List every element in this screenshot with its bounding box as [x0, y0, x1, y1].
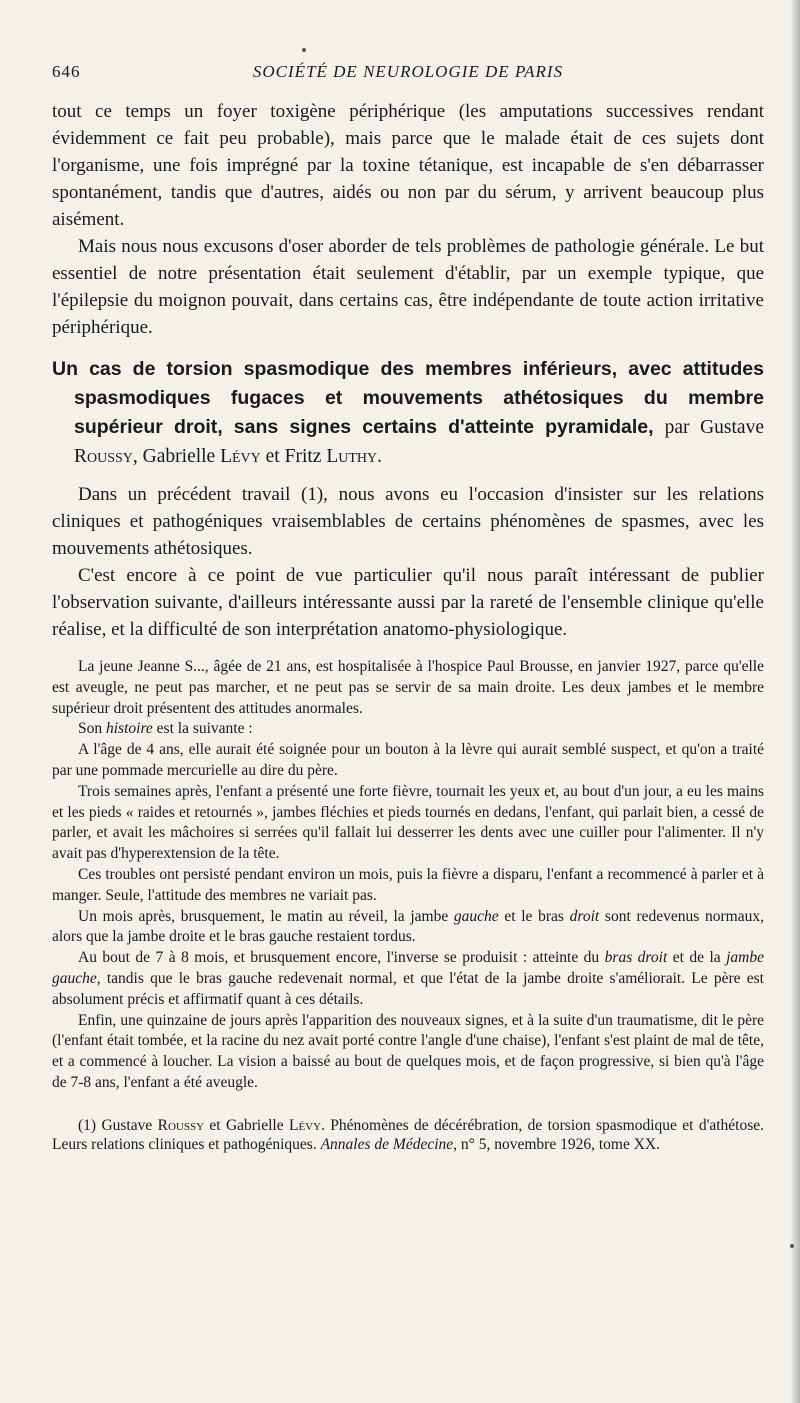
- case-report: [52, 657, 764, 1094]
- page-body: [52, 98, 764, 1154]
- case-paragraph: Son histoire est la suivante :: [78, 720, 253, 738]
- author-surname: Luthy: [326, 446, 378, 467]
- case-paragraph: A l'âge de 4 ans, elle aurait été soignée pour un bouton à la lèvre qui aurait semblé suspect, et qu'on a traité par une pommade mercurielle au dire du père.: [52, 741, 764, 779]
- paragraph: Mais nous nous excusons d'oser aborder de tels problèmes de pathologie générale. Le but essentiel de notre présentation était seulement d'établir, par un exemple typique, que l'épilepsie du moignon pouvait, dans certains cas, être indépendante de toute action irritative périphérique.: [52, 236, 764, 338]
- case-paragraph: Ces troubles ont persisté pendant environ un mois, puis la fièvre a disparu, l'enfant a recommencé à parler et à manger. Seule, l'attitude des membres ne variait pas.: [52, 865, 764, 904]
- author-name: Gabrielle: [142, 446, 216, 467]
- author-surname: Lévy: [220, 446, 261, 467]
- case-paragraph: Enfin, une quinzaine de jours après l'apparition des nouveaux signes, et à la suite d'un traumatisme, dit le père (l'enfant était tombée, et la racine du nez avait porté contre l'angle d'une chaise), l'enfant s'est plaint de mal de tête, et a commencé à loucher. La vision a baissé au bout de quelques mois, et de façon progressive, si bien qu'à l'âge de 7-8 ans, l'enfant a été aveugle.: [52, 1011, 764, 1091]
- paragraph: Dans un précédent travail (1), nous avons eu l'occasion d'insister sur les relations cliniques et pathogéniques vraisemblables de certains phénomènes de spasmes, avec les mouvements athétosiques.: [52, 484, 764, 559]
- article-authors: par Gustave Roussy, Gabrielle Lévy et Fritz Luthy.: [74, 417, 764, 467]
- ink-speck: [790, 1244, 794, 1248]
- author-name: Fritz: [284, 446, 322, 467]
- article-title: [52, 355, 764, 471]
- paragraph: C'est encore à ce point de vue particulier qu'il nous paraît intéressant de publier l'observation suivante, d'ailleurs intéressante aussi par la rareté de l'ensemble clinique qu'elle réalise, et la difficulté de son interprétation anatomo-physiologique.: [52, 565, 764, 640]
- page-number: 646: [52, 62, 81, 81]
- case-paragraph: La jeune Jeanne S..., âgée de 21 ans, est hospitalisée à l'hospice Paul Brousse, en janvier 1927, parce qu'elle est aveugle, ne peut pas marcher, et ne peut pas se servir de sa main droite. Les deux jambes et le membre supérieur droit présentent des attitudes anormales.: [52, 658, 764, 717]
- author-name: Gustave: [700, 417, 764, 438]
- paragraph: tout ce temps un foyer toxigène périphérique (les amputations successives rendant évidemment ce fait peu probable), mais parce que le malade était de ces sujets dont l'organisme, une fois imprégné par la toxine tétanique, est incapable de s'en débarrasser spontanément, tandis que d'autres, aidés ou non par du sérum, y arrivent beaucoup plus aisément.: [52, 101, 764, 230]
- running-header: [52, 62, 764, 86]
- case-paragraph: Au bout de 7 à 8 mois, et brusquement encore, l'inverse se produisit : atteinte du bras droit et de la jambe gauche, tandis que le bras gauche redevenait normal, et que l'état de la jambe droite s'améliorait. Le père est absolument précis et affirmatif quant à ces détails.: [52, 949, 765, 1008]
- running-title: SOCIÉTÉ DE NEUROLOGIE DE PARIS: [252, 62, 564, 81]
- footnote: (1) Gustave Roussy et Gabrielle Lévy. Phénomènes de décérébration, de torsion spasmodique et d'athétose. Leurs relations cliniques et pathogéniques. Annales de Médecine, n° 5, novembre 1926, tome XX.: [52, 1116, 765, 1153]
- ink-speck: [302, 48, 306, 52]
- case-paragraph: Trois semaines après, l'enfant a présenté une forte fièvre, tournait les yeux et, au bout d'un jour, a eu les mains et les pieds « raides et retournés », jambes fléchies et pieds tournés en dedans, l'enfant, qui parlait bien, a cessé de parler, et avait les mâchoires si serrées qu'il fallait lui desserrer les dents avec une cuiller pour l'alimenter. Il n'y avait pas d'hyperextension de la tête.: [52, 782, 764, 863]
- page-edge-shadow: [790, 0, 800, 1403]
- journal-name: Annales de Médecine: [320, 1135, 454, 1153]
- author-surname: Roussy: [74, 446, 133, 467]
- article-title-text: Un cas de torsion spasmodique des membres inférieurs, avec attitudes spasmodiques fugaces et mouvements athétosiques du membre supérieur droit, sans signes certains d'atteinte pyramidale,: [52, 358, 764, 438]
- case-paragraph: Un mois après, brusquement, le matin au réveil, la jambe gauche et le bras droit sont redevenus normaux, alors que la jambe droite et le bras gauche restaient tordus.: [52, 907, 764, 946]
